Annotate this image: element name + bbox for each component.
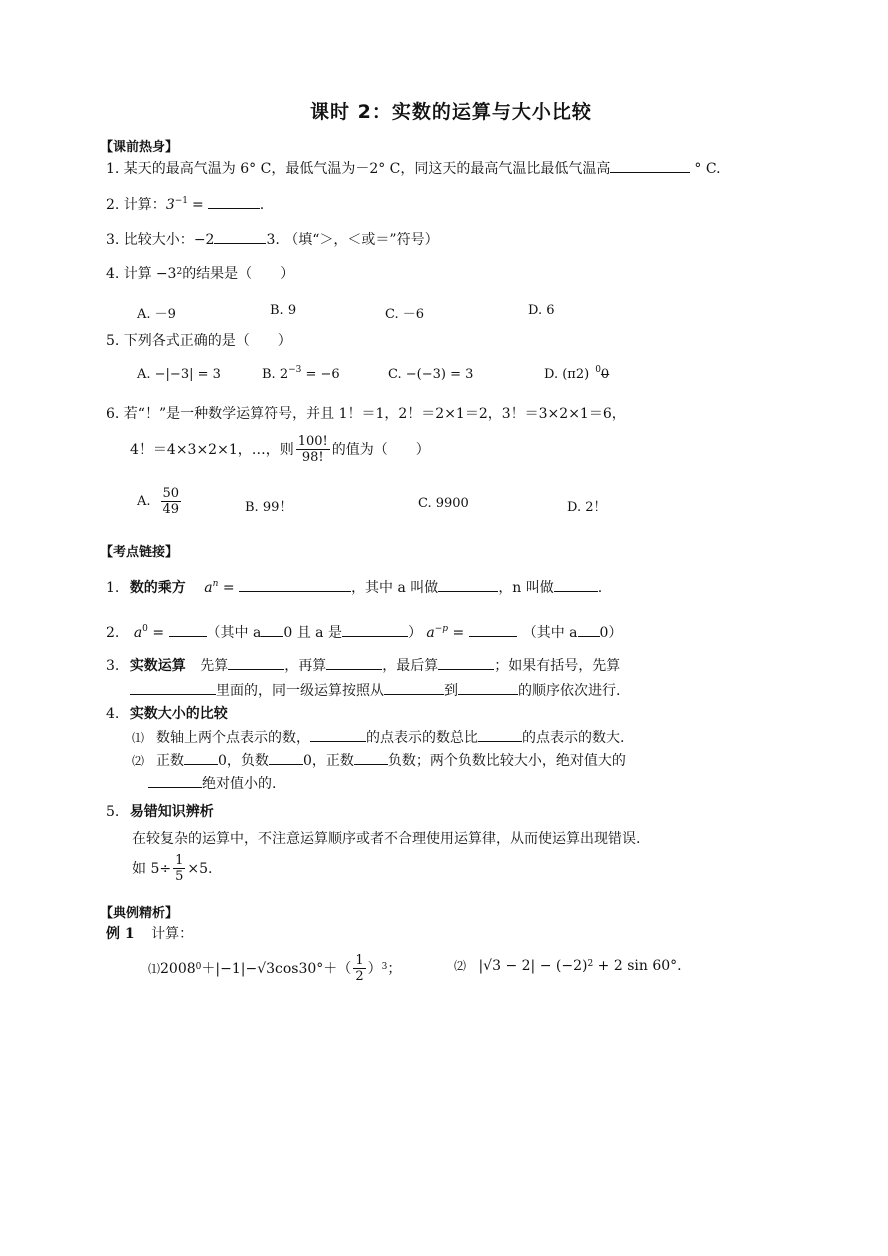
answer-blank[interactable] bbox=[208, 194, 260, 209]
point-3-e: 里面的，同一级运算按照从 bbox=[216, 683, 384, 699]
point-4-s2e: 绝对值小的. bbox=[202, 776, 277, 792]
point-4-s2c: 0，正数 bbox=[302, 753, 354, 769]
expr-b: − (−2) bbox=[539, 958, 588, 974]
fraction-denominator: 49 bbox=[162, 502, 180, 517]
point-2-close: ） bbox=[407, 625, 422, 641]
fraction-numerator: 50 bbox=[162, 486, 180, 501]
part-label: ⑵ bbox=[454, 959, 467, 973]
answer-blank[interactable] bbox=[184, 750, 218, 765]
fraction-denominator: 98! bbox=[301, 450, 324, 465]
fraction-numerator: 1 bbox=[175, 853, 184, 868]
option-a-label: A. bbox=[137, 494, 151, 509]
option-d[interactable]: D. 6 bbox=[528, 303, 555, 318]
question-1-unit: ° C. bbox=[694, 161, 721, 177]
point-title: 实数大小的比较 bbox=[129, 706, 228, 722]
point-4-s1c: 的点表示的数大. bbox=[522, 730, 625, 746]
point-1-mid2: ，n 叫做 bbox=[498, 580, 554, 596]
point-4-s1b: 的点表示的数总比 bbox=[366, 730, 479, 746]
option-d-base: D. (π2) bbox=[544, 367, 590, 382]
expr-c: + 2 sin 60°. bbox=[597, 958, 682, 974]
option-b[interactable]: B. 99！ bbox=[245, 500, 293, 515]
point-title: 实数运算 bbox=[129, 658, 186, 674]
point-4-sub-2 bbox=[132, 750, 626, 770]
question-3 bbox=[106, 229, 439, 249]
option-b-base: B. 2 bbox=[262, 367, 289, 382]
point-5-ex-post: ×5. bbox=[187, 860, 213, 877]
point-4-s2b: 0，负数 bbox=[218, 753, 269, 769]
equals-sign: = bbox=[222, 580, 235, 596]
math-exponent: n bbox=[212, 579, 219, 589]
answer-blank[interactable] bbox=[326, 655, 382, 670]
example-prompt: 计算： bbox=[151, 926, 194, 942]
question-5: 5. 下列各式正确的是（ ） bbox=[106, 333, 292, 349]
answer-blank[interactable] bbox=[214, 229, 266, 244]
fraction-denominator: 5 bbox=[175, 869, 184, 884]
question-2-prefix: 2. 计算： bbox=[106, 197, 166, 213]
point-3-g: 的顺序依次进行. bbox=[518, 683, 621, 699]
equals-sign: = bbox=[152, 625, 165, 641]
math-base: a bbox=[204, 580, 213, 596]
answer-blank[interactable] bbox=[578, 622, 600, 637]
example-1-part-1 bbox=[148, 953, 401, 984]
question-4 bbox=[106, 265, 294, 283]
expr-c: √3 bbox=[257, 960, 276, 977]
expr-abs: |√3 − 2| bbox=[478, 958, 536, 974]
math-exponent: 0 bbox=[595, 365, 601, 375]
equals-sign: = bbox=[192, 197, 204, 213]
point-1-mid: ，其中 a 叫做 bbox=[351, 580, 439, 596]
option-d-rest: 0 bbox=[600, 367, 610, 382]
option-a[interactable] bbox=[137, 486, 183, 517]
answer-blank[interactable] bbox=[130, 680, 216, 695]
answer-blank[interactable] bbox=[438, 577, 498, 592]
point-2-zero: 0 且 a 是 bbox=[283, 625, 342, 641]
math-exponent: 3 bbox=[381, 961, 388, 972]
option-c[interactable]: C. －6 bbox=[385, 307, 425, 322]
fraction bbox=[173, 853, 185, 884]
fraction-numerator: 100! bbox=[297, 434, 328, 449]
question-6-line-1: 6. 若“！”是一种数学运算符号，并且 1！＝1，2！＝2×1＝2，3！＝3×2×1＝6， bbox=[106, 406, 626, 422]
answer-blank[interactable] bbox=[478, 727, 522, 742]
period: . bbox=[259, 197, 265, 213]
point-number: 4. bbox=[106, 706, 120, 722]
point-3-c: ，最后算 bbox=[382, 658, 439, 674]
fraction-numerator: 1 bbox=[355, 953, 364, 968]
point-3-line-2 bbox=[130, 680, 620, 700]
math-base: a bbox=[133, 625, 143, 641]
question-4-suffix: 的结果是（ ） bbox=[182, 266, 295, 282]
expr-b: ＋|−1|− bbox=[201, 960, 258, 977]
question-4-prefix: 4. 计算 bbox=[106, 266, 152, 282]
option-a[interactable]: A. −|−3| = 3 bbox=[137, 367, 221, 382]
point-1 bbox=[106, 577, 602, 597]
point-number: 1. bbox=[106, 580, 120, 596]
option-c[interactable]: C. −(−3) = 3 bbox=[388, 367, 474, 382]
math-base: a bbox=[426, 625, 435, 641]
point-2-zero-2: 0） bbox=[599, 625, 623, 641]
point-number: 3. bbox=[106, 658, 120, 674]
sub-label: ⑴ bbox=[132, 731, 145, 745]
answer-blank[interactable] bbox=[354, 750, 388, 765]
answer-blank[interactable] bbox=[310, 727, 366, 742]
point-3-b: ，再算 bbox=[284, 658, 327, 674]
math-exponent: −1 bbox=[174, 196, 189, 206]
point-4-s2d: 负数；两个负数比较大小，绝对值大的 bbox=[387, 753, 626, 769]
answer-blank[interactable] bbox=[269, 750, 303, 765]
math-exponent: −p bbox=[434, 624, 449, 634]
point-3-f: 到 bbox=[444, 683, 458, 699]
expr-f: ； bbox=[387, 960, 402, 977]
point-4 bbox=[106, 705, 228, 723]
math-exponent: 0 bbox=[195, 961, 202, 972]
answer-blank[interactable] bbox=[342, 622, 408, 637]
point-title: 易错知识辨析 bbox=[129, 804, 214, 820]
sub-label: ⑵ bbox=[132, 754, 145, 768]
point-4-s1a: 数轴上两个点表示的数， bbox=[156, 730, 311, 746]
answer-blank[interactable] bbox=[554, 577, 598, 592]
point-2 bbox=[106, 622, 622, 642]
point-4-s2a: 正数 bbox=[156, 753, 185, 769]
fraction bbox=[353, 953, 365, 984]
point-number: 5. bbox=[106, 804, 120, 820]
question-2 bbox=[106, 194, 264, 214]
question-6-line-2-post: 的值为（ ） bbox=[331, 441, 430, 458]
part-label: ⑴ bbox=[148, 961, 161, 976]
expr-d: cos30°＋（ bbox=[275, 960, 352, 977]
answer-blank[interactable] bbox=[610, 158, 690, 173]
math-exponent: −3 bbox=[288, 365, 302, 375]
math-exponent: 2 bbox=[176, 267, 183, 277]
math-base: 3 bbox=[165, 197, 175, 213]
expr-a: 2008 bbox=[160, 960, 196, 977]
fraction bbox=[296, 434, 330, 465]
answer-blank[interactable] bbox=[228, 655, 284, 670]
answer-blank[interactable] bbox=[438, 655, 494, 670]
point-3-a: 先算 bbox=[200, 658, 229, 674]
equals-sign: = bbox=[452, 625, 465, 641]
option-b-rest: = −6 bbox=[301, 367, 340, 382]
answer-blank[interactable] bbox=[261, 622, 283, 637]
point-3-d: ；如果有括号，先算 bbox=[494, 658, 621, 674]
point-2-paren-2: （其中 a bbox=[522, 625, 578, 641]
option-b[interactable] bbox=[262, 367, 340, 382]
question-6-line-2-pre: 4！＝4×3×2×1，…，则 bbox=[130, 441, 294, 458]
compare-right: 3 bbox=[266, 232, 276, 248]
compare-left: −2 bbox=[193, 232, 215, 248]
question-6-line-2 bbox=[130, 434, 430, 465]
point-3 bbox=[106, 655, 620, 675]
answer-blank[interactable] bbox=[384, 680, 444, 695]
answer-blank[interactable] bbox=[148, 773, 202, 788]
fraction bbox=[161, 486, 182, 517]
math-exponent: 0 bbox=[142, 624, 148, 634]
question-1-text: 1. 某天的最高气温为 6° C，最低气温为－2° C，同这天的最高气温比最低气温高 bbox=[106, 161, 611, 177]
answer-blank[interactable] bbox=[239, 577, 351, 592]
point-4-sub-2-line-2 bbox=[148, 773, 276, 793]
section-heading-examples: 【典例精析】 bbox=[100, 906, 179, 921]
question-1 bbox=[106, 158, 721, 178]
example-label: 例 1 bbox=[106, 926, 135, 942]
answer-blank[interactable] bbox=[469, 622, 517, 637]
section-heading-warmup: 【课前热身】 bbox=[100, 140, 179, 155]
fraction-denominator: 2 bbox=[355, 969, 364, 984]
point-5 bbox=[106, 803, 214, 821]
question-3-prefix: 3. 比较大小： bbox=[106, 232, 194, 248]
option-d[interactable] bbox=[544, 367, 609, 382]
point-2-paren: （其中 a bbox=[206, 625, 262, 641]
option-d[interactable]: D. 2！ bbox=[567, 500, 607, 515]
section-heading-points: 【考点链接】 bbox=[100, 545, 179, 560]
point-5-line-1: 在较复杂的运算中，不注意运算顺序或者不合理使用运算律，从而使运算出现错误. bbox=[132, 831, 641, 847]
expr-e: ） bbox=[367, 960, 382, 977]
point-number: 2. bbox=[106, 625, 120, 641]
point-5-ex-pre: 如 5÷ bbox=[132, 860, 172, 877]
option-b[interactable]: B. 9 bbox=[270, 303, 297, 318]
page-title: 课时 2：实数的运算与大小比较 bbox=[310, 101, 592, 123]
point-title: 数的乘方 bbox=[129, 580, 186, 596]
answer-blank[interactable] bbox=[458, 680, 518, 695]
math-expr: −3 bbox=[155, 266, 177, 282]
period: . bbox=[597, 580, 603, 596]
option-c[interactable]: C. 9900 bbox=[418, 496, 469, 511]
point-4-sub-1 bbox=[132, 727, 624, 747]
question-3-suffix: . （填“＞，＜或＝”符号） bbox=[275, 232, 439, 248]
example-1-heading bbox=[106, 925, 193, 943]
example-1-part-2 bbox=[454, 957, 682, 975]
point-5-example bbox=[132, 853, 212, 884]
math-exponent: 2 bbox=[587, 959, 594, 969]
option-a[interactable]: A. －9 bbox=[137, 307, 176, 322]
answer-blank[interactable] bbox=[169, 622, 207, 637]
